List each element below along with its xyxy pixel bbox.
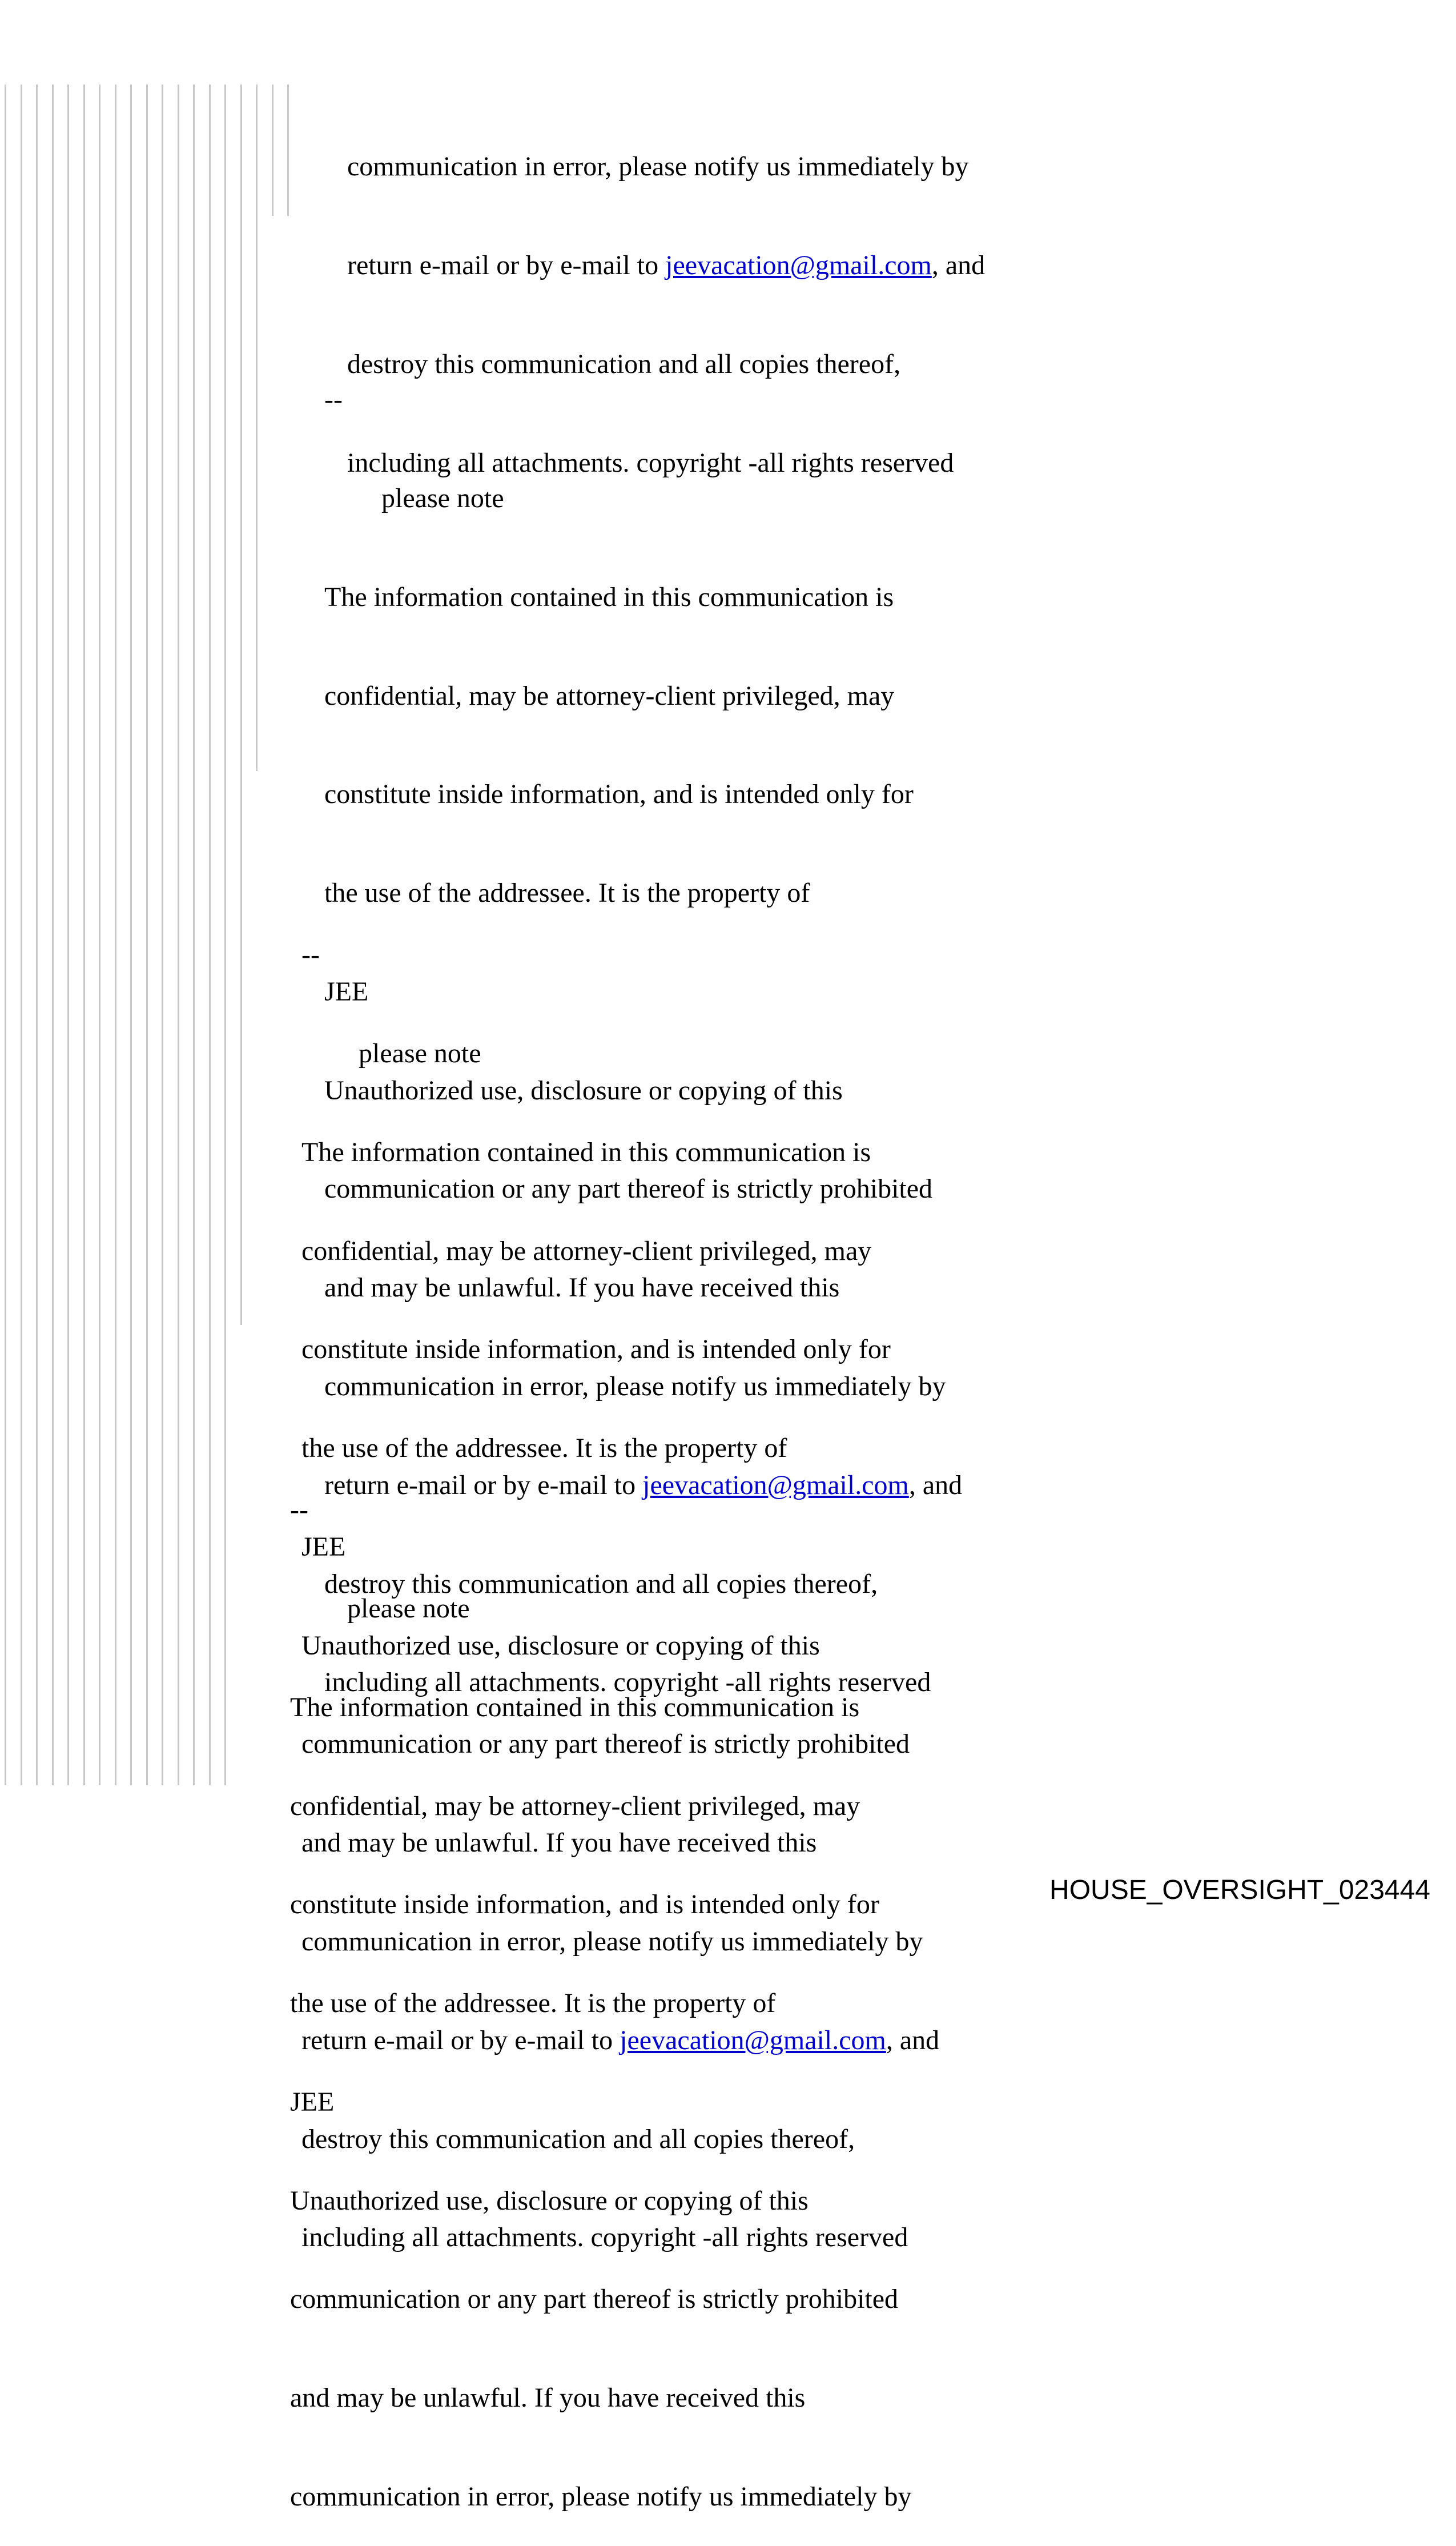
- text-line: The information contained in this communication is: [301, 1137, 871, 1167]
- text-line: the use of the addressee. It is the property of: [290, 1988, 776, 2019]
- quote-bar: [256, 85, 258, 771]
- text-line: and may be unlawful. If you have received this: [290, 2383, 806, 2414]
- quote-bar: [272, 85, 273, 216]
- text-line: confidential, may be attorney-client privileged, may: [324, 680, 895, 711]
- email-link[interactable]: jeevacation@gmail.com: [642, 1469, 909, 1500]
- text-line: communication in error, please notify us immediately by: [301, 1926, 923, 1957]
- text-line: Unauthorized use, disclosure or copying of this: [290, 2185, 809, 2216]
- text-line: communication in error, please notify us immediately by: [290, 2481, 912, 2512]
- text-line: communication or any part thereof is strictly prohibited: [290, 2284, 899, 2315]
- quote-bar: [52, 85, 54, 1785]
- bates-number: HOUSE_OVERSIGHT_023444: [1049, 1875, 1430, 1905]
- text-segment: , and: [886, 2025, 940, 2055]
- quote-bar: [287, 85, 289, 216]
- text-line: constitute inside information, and is intended only for: [301, 1334, 891, 1365]
- disclaimer-heading: please note: [381, 483, 504, 513]
- text-line: JEE: [290, 2086, 335, 2117]
- text-line: and may be unlawful. If you have received this: [301, 1828, 817, 1858]
- quote-bar: [5, 85, 6, 1785]
- text-line: including all attachments. copyright -all rights reserved: [301, 2222, 908, 2253]
- text-line: communication or any part thereof is strictly prohibited: [301, 1729, 910, 1760]
- quote-bar: [36, 85, 38, 1785]
- email-link[interactable]: jeevacation@gmail.com: [665, 250, 932, 280]
- text-segment: return e-mail or by e-mail to: [324, 1469, 643, 1500]
- quote-bar: [115, 85, 116, 1785]
- email-link[interactable]: jeevacation@gmail.com: [620, 2025, 886, 2055]
- text-segment: return e-mail or by e-mail to: [301, 2025, 620, 2055]
- text-line: constitute inside information, and is intended only for: [324, 779, 914, 810]
- quote-bar: [209, 85, 211, 1785]
- text-line: JEE: [324, 976, 369, 1007]
- quote-bar: [146, 85, 148, 1785]
- text-line: Unauthorized use, disclosure or copying of this: [324, 1075, 843, 1106]
- text-line: JEE: [301, 1531, 346, 1562]
- text-line: the use of the addressee. It is the property of: [301, 1433, 787, 1464]
- text-line: the use of the addressee. It is the property of: [324, 878, 810, 909]
- disclaimer-block-partial: [290, 1428, 911, 2546]
- text-line: The information contained in this communication is: [324, 581, 894, 612]
- text-line: including all attachments. copyright -all rights reserved: [347, 447, 954, 478]
- quote-bar: [67, 85, 69, 1785]
- separator: --: [324, 384, 343, 415]
- separator: --: [301, 939, 320, 970]
- quote-bar: [99, 85, 100, 1785]
- text-line: destroy this communication and all copies thereof,: [324, 1568, 878, 1599]
- text-line: including all attachments. copyright -all rights reserved: [324, 1667, 931, 1698]
- disclaimer-heading: please note: [359, 1038, 481, 1069]
- quote-bar: [224, 85, 226, 1785]
- text-line: communication in error, please notify us immediately by: [324, 1371, 946, 1401]
- disclaimer-heading: please note: [347, 1593, 470, 1624]
- quote-bar: [240, 85, 242, 1325]
- text-line: and may be unlawful. If you have received this: [324, 1272, 840, 1303]
- quote-bar: [178, 85, 179, 1785]
- text-line: communication or any part thereof is strictly prohibited: [324, 1174, 933, 1204]
- quote-bar: [130, 85, 132, 1785]
- text-line: communication in error, please notify us immediately by: [347, 151, 969, 182]
- quote-bar: [193, 85, 195, 1785]
- text-line: destroy this communication and all copies thereof,: [347, 348, 901, 379]
- quote-bar: [21, 85, 22, 1785]
- separator: --: [290, 1495, 308, 1525]
- text-line: [347, 249, 985, 282]
- text-line: confidential, may be attorney-client privileged, may: [301, 1235, 872, 1266]
- text-segment: return e-mail or by e-mail to: [347, 250, 666, 280]
- text-line: The information contained in this communication is: [290, 1692, 860, 1722]
- text-line: destroy this communication and all copies thereof,: [301, 2123, 855, 2154]
- quote-bar: [162, 85, 163, 1785]
- quote-bar: [83, 85, 85, 1785]
- text-segment: , and: [908, 1469, 963, 1500]
- text-segment: , and: [931, 250, 986, 280]
- text-line: constitute inside information, and is intended only for: [290, 1889, 879, 1920]
- text-line: confidential, may be attorney-client privileged, may: [290, 1790, 860, 1821]
- text-line: Unauthorized use, disclosure or copying of this: [301, 1630, 820, 1661]
